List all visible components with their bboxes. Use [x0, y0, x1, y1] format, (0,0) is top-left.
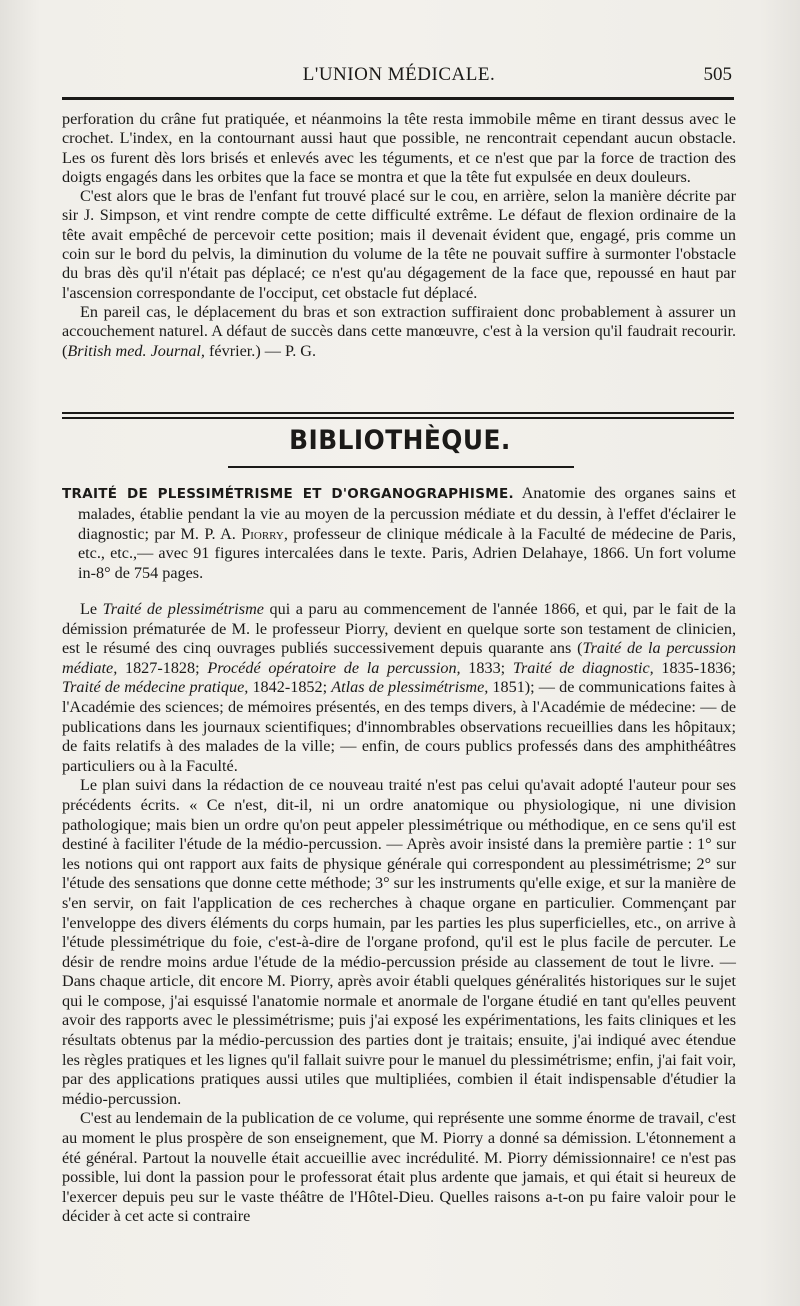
case-paragraph-1: perforation du crâne fut pratiquée, et néanmoins la tête resta immobile même en tirant dessus avec le crochet. L'index, en la contournant aussi haut que possible, ne rencontrait cependant aucun obstacle. Les os furent dès lors brisés et enlevés avec les téguments, et ce n'est que par la force de traction des doigts engagés dans les orbites que la face se montra et que la tête fut expulsée en deux douleurs.	[62, 110, 736, 186]
book-description: Anatomie des organes sains et malades, établie pendant la vie au moyen de la percussion médiate et du dessin, à l'effet d'éclairer le diagnostic; par M. P. A.	[78, 484, 736, 543]
case-paragraph-3	[62, 303, 736, 361]
review-text: 1851); — de communications faites à l'Académie des sciences; de mémoires présentés, en des temps divers, à l'Académie de médecine: — de publications dans les journaux scientifiques; d'innombrables observations recueillies dans les hôpitaux; de faits relatifs à des malades de la ville; — enfin, de cours publics professés dans des amphithéâtres particuliers ou à la Faculté.	[62, 678, 736, 775]
journal-citation: British med. Journal,	[67, 341, 205, 360]
work-title: Traité de diagnostic,	[512, 658, 654, 677]
section-rule-bottom	[62, 417, 734, 419]
book-entry	[62, 484, 736, 584]
review-text: Le	[80, 600, 103, 618]
case-paragraph-3-end: février.) — P. G.	[204, 341, 317, 360]
section-title-underline	[228, 466, 574, 468]
case-paragraph-2: C'est alors que le bras de l'enfant fut trouvé placé sur le cou, en arrière, selon la manière décrite par sir J. Simpson, et vint rendre compte de cette difficulté extrême. Le défaut de flexion ordinaire de la tête avait empêché de percevoir cette position; mais il devenait évident que, engagé, pris comme un coin sur le bord du pelvis, la diminution du volume de la tête ne pouvait suffire à surmonter l'obstacle du bras dès qu'il n'était pas déplacé; ce n'est qu'au dégagement de la face que, repoussé en haut par l'ascension correspondante de l'occiput, cet obstacle fut déplacé.	[62, 187, 736, 302]
review-paragraph-2: Le plan suivi dans la rédaction de ce nouveau traité n'est pas celui qu'avait adopté l'auteur pour ses précédents écrits. « Ce n'est, dit-il, ni un ordre anatomique ou physiologique, ni une division pathologique; mais bien un ordre qu'on peut appeler plessimétrique ou méthodique, en ce sens qu'il est destiné à faciliter l'étude de la médio-percussion. — Après avoir insisté dans la première partie : 1° sur les notions qui ont rapport aux faits de physique générale qui correspondent au plessimétrisme; 2° sur l'étude des sensations que donne cette méthode; 3° sur les instruments qu'elle exige, et sur la manière de s'en servir, on fait l'application de ces recherches à chaque organe en particulier. Commençant par l'enveloppe des divers éléments du corps humain, par les parties les plus superficielles, etc., on arrive à l'étude plessimétrique du foie, c'est-à-dire de l'organe profond, qu'il est le plus facile de percuter. Le désir de rendre moins ardue l'étude de la médio-percussion préside au classement de tout le livre. — Dans chaque article, dit encore M. Piorry, après avoir établi quelques généralités historiques sur le sujet qui le compose, j'ai esquissé l'anatomie normale et anormale de l'organe étudié en tant qu'elles peuvent avoir des rapports avec le plessimétrisme; puis j'ai exposé les expérimentations, les faits cliniques et les résultats obtenus par la médio-percussion des parties dont je traitais; ensuite, j'ai indiqué avec étendue les règles pratiques et les lignes qu'il fallait suivre pour le manuel du plessimétrisme; enfin, j'ai fait voir, par des applications pratiques aussi utiles que multipliées, combien il était indispensable d'étudier la médio-percussion.	[62, 776, 736, 1108]
work-title: Procédé opératoire de la percussion,	[207, 658, 461, 677]
work-title: Traité de plessimétrisme	[102, 600, 264, 618]
book-review	[62, 600, 736, 1227]
work-title: Traité de la percussion médiate,	[62, 639, 736, 677]
work-title: Traité de médecine pratique,	[62, 678, 249, 697]
book-description-end: , professeur de clinique médicale à la Faculté de médecine de Paris, etc., etc.,— avec 91 figures intercalées dans le texte. Paris, Adrien Delahaye, 1866. Un fort volume in-8° de 754 pages.	[78, 524, 736, 583]
header-rule	[62, 97, 734, 100]
book-author: Piorry	[241, 524, 284, 543]
review-text: 1842-1852;	[248, 678, 332, 697]
running-title: L'UNION MÉDICALE.	[302, 64, 496, 85]
page-header	[62, 60, 736, 92]
review-text: 1835-1836;	[653, 658, 736, 677]
page-number: 505	[703, 64, 732, 85]
review-text: 1827-1828;	[117, 658, 208, 677]
review-text: 1833;	[460, 658, 513, 677]
book-title: TRAITÉ DE PLESSIMÉTRISME ET D'ORGANOGRAPHISME.	[62, 486, 514, 502]
section-rule-top	[62, 412, 734, 414]
section-title: BIBLIOTHÈQUE.	[289, 425, 511, 456]
work-title: Atlas de plessimétrisme,	[331, 678, 489, 697]
review-text: qui a paru au commencement de l'année 1866, et qui, par le fait de la démission prématurée de M. le professeur Piorry, devient en quelque sorte son testament de clinicien, est le résumé des cinq ouvrages publiés successivement depuis quarante ans (	[62, 600, 736, 658]
case-paragraph-3-text: En pareil cas, le déplacement du bras et son extraction suffiraient donc probablement à assurer un accouchement naturel. A défaut de succès dans cette manœuvre, c'est à la version qu'il faudrait recourir. (	[62, 302, 736, 360]
review-paragraph-1	[62, 600, 736, 776]
case-report-article	[62, 110, 736, 361]
review-paragraph-3: C'est au lendemain de la publication de ce volume, qui représente une somme énorme de travail, c'est au moment le plus prospère de son enseignement, que M. Piorry a donné sa démission. L'étonnement a été général. Partout la nouvelle était accueillie avec incrédulité. M. Piorry démissionnaire! ce n'est pas possible, lui dont la passion pour le professorat était plus ardente que jamais, et qui était si heureux de l'exercer depuis peu sur le vaste théâtre de l'Hôtel-Dieu. Quelles raisons a-t-on pu faire valoir pour le décider à cet acte si contraire	[62, 1109, 736, 1226]
